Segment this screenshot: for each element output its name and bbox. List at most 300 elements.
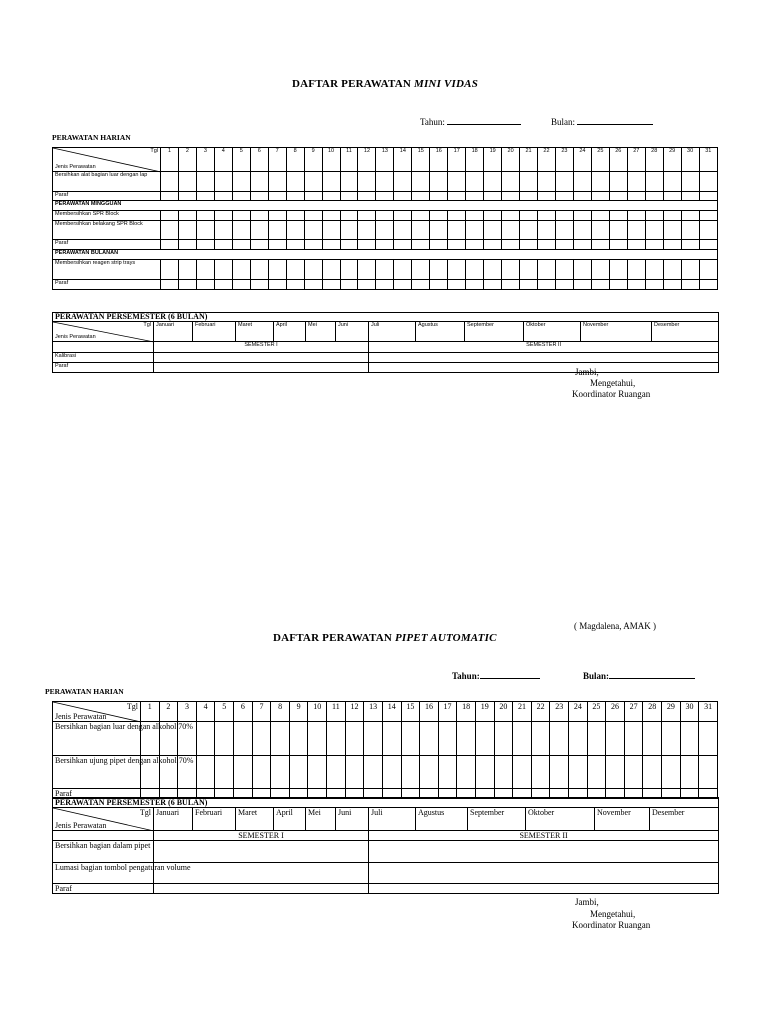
check-cell[interactable] [364, 756, 383, 789]
check-cell[interactable] [286, 211, 304, 221]
check-cell[interactable] [573, 211, 591, 221]
form2-bulan-field[interactable] [583, 670, 695, 681]
check-cell[interactable] [322, 260, 340, 280]
check-cell[interactable] [304, 280, 322, 290]
check-cell[interactable] [555, 280, 573, 290]
semester-1-cell[interactable] [154, 353, 369, 363]
check-cell[interactable] [358, 172, 376, 192]
check-cell[interactable] [573, 221, 591, 240]
check-cell[interactable] [627, 260, 645, 280]
check-cell[interactable] [327, 756, 346, 789]
check-cell[interactable] [232, 240, 250, 250]
check-cell[interactable] [286, 192, 304, 201]
check-cell[interactable] [412, 260, 430, 280]
check-cell[interactable] [699, 722, 718, 756]
check-cell[interactable] [308, 722, 327, 756]
check-cell[interactable] [430, 240, 448, 250]
check-cell[interactable] [340, 280, 358, 290]
check-cell[interactable] [215, 756, 234, 789]
check-cell[interactable] [232, 211, 250, 221]
check-cell[interactable] [587, 756, 606, 789]
check-cell[interactable] [681, 240, 699, 250]
check-cell[interactable] [401, 756, 420, 789]
check-cell[interactable] [520, 260, 538, 280]
check-cell[interactable] [663, 280, 681, 290]
check-cell[interactable] [466, 240, 484, 250]
check-cell[interactable] [681, 172, 699, 192]
semester-1-cell[interactable] [154, 363, 369, 373]
check-cell[interactable] [663, 211, 681, 221]
check-cell[interactable] [232, 280, 250, 290]
check-cell[interactable] [178, 221, 196, 240]
check-cell[interactable] [430, 221, 448, 240]
check-cell[interactable] [358, 240, 376, 250]
check-cell[interactable] [624, 722, 643, 756]
check-cell[interactable] [376, 280, 394, 290]
check-cell[interactable] [430, 192, 448, 201]
check-cell[interactable] [308, 756, 327, 789]
check-cell[interactable] [484, 172, 502, 192]
check-cell[interactable] [591, 221, 609, 240]
check-cell[interactable] [681, 260, 699, 280]
check-cell[interactable] [681, 211, 699, 221]
check-cell[interactable] [609, 172, 627, 192]
check-cell[interactable] [412, 172, 430, 192]
check-cell[interactable] [161, 280, 179, 290]
check-cell[interactable] [520, 240, 538, 250]
check-cell[interactable] [663, 240, 681, 250]
check-cell[interactable] [214, 211, 232, 221]
check-cell[interactable] [394, 221, 412, 240]
check-cell[interactable] [466, 172, 484, 192]
check-cell[interactable] [555, 221, 573, 240]
check-cell[interactable] [573, 280, 591, 290]
check-cell[interactable] [513, 756, 532, 789]
check-cell[interactable] [645, 221, 663, 240]
check-cell[interactable] [196, 756, 215, 789]
check-cell[interactable] [591, 172, 609, 192]
check-cell[interactable] [643, 756, 662, 789]
check-cell[interactable] [412, 280, 430, 290]
check-cell[interactable] [178, 240, 196, 250]
check-cell[interactable] [161, 192, 179, 201]
semester-2-cell[interactable] [369, 363, 719, 373]
check-cell[interactable] [573, 172, 591, 192]
check-cell[interactable] [289, 756, 308, 789]
check-cell[interactable] [609, 280, 627, 290]
check-cell[interactable] [520, 211, 538, 221]
check-cell[interactable] [502, 211, 520, 221]
check-cell[interactable] [573, 260, 591, 280]
check-cell[interactable] [286, 260, 304, 280]
check-cell[interactable] [520, 172, 538, 192]
month-header: Mei [306, 322, 336, 342]
check-cell[interactable] [394, 240, 412, 250]
check-cell[interactable] [322, 172, 340, 192]
check-cell[interactable] [364, 722, 383, 756]
check-cell[interactable] [663, 221, 681, 240]
check-cell[interactable] [513, 722, 532, 756]
check-cell[interactable] [645, 211, 663, 221]
check-cell[interactable] [178, 172, 196, 192]
check-cell[interactable] [304, 240, 322, 250]
check-cell[interactable] [340, 221, 358, 240]
check-cell[interactable] [394, 192, 412, 201]
check-cell[interactable] [555, 211, 573, 221]
check-cell[interactable] [457, 722, 476, 756]
form2-title-plain: DAFTAR PERAWATAN [273, 632, 395, 644]
form1-bulan-blank[interactable] [577, 116, 653, 125]
check-cell[interactable] [232, 172, 250, 192]
check-cell[interactable] [271, 722, 290, 756]
check-cell[interactable] [232, 260, 250, 280]
check-cell[interactable] [699, 221, 717, 240]
check-cell[interactable] [250, 172, 268, 192]
check-cell[interactable] [699, 756, 718, 789]
check-cell[interactable] [591, 192, 609, 201]
check-cell[interactable] [250, 260, 268, 280]
check-cell[interactable] [394, 172, 412, 192]
check-cell[interactable] [609, 260, 627, 280]
check-cell[interactable] [196, 260, 214, 280]
check-cell[interactable] [250, 280, 268, 290]
check-cell[interactable] [412, 240, 430, 250]
check-cell[interactable] [484, 260, 502, 280]
semester-2-cell[interactable] [369, 884, 719, 894]
check-cell[interactable] [394, 211, 412, 221]
check-cell[interactable] [484, 240, 502, 250]
check-cell[interactable] [466, 280, 484, 290]
check-cell[interactable] [161, 211, 179, 221]
check-cell[interactable] [232, 192, 250, 201]
semester-2-cell[interactable] [369, 863, 719, 884]
check-cell[interactable] [304, 211, 322, 221]
check-cell[interactable] [609, 221, 627, 240]
check-cell[interactable] [494, 756, 513, 789]
check-cell[interactable] [304, 221, 322, 240]
check-cell[interactable] [214, 260, 232, 280]
check-cell[interactable] [430, 280, 448, 290]
check-cell[interactable] [268, 211, 286, 221]
table-row [53, 172, 718, 192]
day-header: 13 [376, 148, 394, 172]
check-cell[interactable] [214, 221, 232, 240]
check-cell[interactable] [609, 240, 627, 250]
check-cell[interactable] [643, 722, 662, 756]
check-cell[interactable] [376, 211, 394, 221]
check-cell[interactable] [286, 221, 304, 240]
check-cell[interactable] [555, 192, 573, 201]
check-cell[interactable] [520, 221, 538, 240]
check-cell[interactable] [538, 240, 556, 250]
check-cell[interactable] [358, 260, 376, 280]
check-cell[interactable] [412, 192, 430, 201]
check-cell[interactable] [645, 280, 663, 290]
check-cell[interactable] [214, 280, 232, 290]
check-cell[interactable] [484, 211, 502, 221]
check-cell[interactable] [268, 240, 286, 250]
check-cell[interactable] [327, 722, 346, 756]
check-cell[interactable] [178, 211, 196, 221]
check-cell[interactable] [609, 192, 627, 201]
check-cell[interactable] [322, 221, 340, 240]
check-cell[interactable] [196, 280, 214, 290]
check-cell[interactable] [345, 722, 364, 756]
check-cell[interactable] [538, 172, 556, 192]
check-cell[interactable] [376, 192, 394, 201]
check-cell[interactable] [401, 722, 420, 756]
check-cell[interactable] [271, 756, 290, 789]
check-cell[interactable] [448, 240, 466, 250]
check-cell[interactable] [178, 192, 196, 201]
check-cell[interactable] [591, 260, 609, 280]
check-cell[interactable] [663, 172, 681, 192]
check-cell[interactable] [430, 211, 448, 221]
check-cell[interactable] [394, 260, 412, 280]
check-cell[interactable] [252, 722, 271, 756]
check-cell[interactable] [645, 172, 663, 192]
check-cell[interactable] [680, 722, 699, 756]
check-cell[interactable] [555, 172, 573, 192]
check-cell[interactable] [502, 221, 520, 240]
check-cell[interactable] [289, 722, 308, 756]
check-cell[interactable] [569, 722, 588, 756]
check-cell[interactable] [484, 280, 502, 290]
check-cell[interactable] [250, 240, 268, 250]
check-cell[interactable] [214, 192, 232, 201]
check-cell[interactable] [376, 240, 394, 250]
check-cell[interactable] [502, 280, 520, 290]
check-cell[interactable] [358, 280, 376, 290]
check-cell[interactable] [286, 172, 304, 192]
check-cell[interactable] [531, 722, 550, 756]
check-cell[interactable] [466, 192, 484, 201]
check-cell[interactable] [358, 192, 376, 201]
check-cell[interactable] [587, 722, 606, 756]
check-cell[interactable] [250, 211, 268, 221]
check-cell[interactable] [250, 221, 268, 240]
check-cell[interactable] [569, 756, 588, 789]
check-cell[interactable] [624, 756, 643, 789]
check-cell[interactable] [322, 280, 340, 290]
check-cell[interactable] [340, 172, 358, 192]
check-cell[interactable] [484, 221, 502, 240]
check-cell[interactable] [699, 172, 717, 192]
month-header: Desember [650, 808, 719, 831]
check-cell[interactable] [345, 756, 364, 789]
check-cell[interactable] [699, 240, 717, 250]
check-cell[interactable] [304, 172, 322, 192]
check-cell[interactable] [550, 756, 569, 789]
check-cell[interactable] [322, 211, 340, 221]
check-cell[interactable] [214, 240, 232, 250]
check-cell[interactable] [550, 722, 569, 756]
check-cell[interactable] [394, 280, 412, 290]
check-cell[interactable] [699, 260, 717, 280]
check-cell[interactable] [358, 221, 376, 240]
check-cell[interactable] [681, 221, 699, 240]
check-cell[interactable] [420, 756, 439, 789]
check-cell[interactable] [178, 260, 196, 280]
check-cell[interactable] [268, 172, 286, 192]
month-header: Februari [193, 322, 236, 342]
form1-section-harian: PERAWATAN HARIAN [52, 133, 131, 142]
check-cell[interactable] [448, 221, 466, 240]
check-cell[interactable] [538, 280, 556, 290]
check-cell[interactable] [681, 280, 699, 290]
check-cell[interactable] [234, 722, 253, 756]
form2-tahun-field[interactable] [452, 670, 540, 681]
check-cell[interactable] [412, 211, 430, 221]
check-cell[interactable] [466, 221, 484, 240]
check-cell[interactable] [286, 280, 304, 290]
check-cell[interactable] [699, 211, 717, 221]
check-cell[interactable] [555, 240, 573, 250]
check-cell[interactable] [196, 172, 214, 192]
check-cell[interactable] [645, 240, 663, 250]
check-cell[interactable] [322, 192, 340, 201]
check-cell[interactable] [681, 192, 699, 201]
check-cell[interactable] [494, 722, 513, 756]
check-cell[interactable] [252, 756, 271, 789]
check-cell[interactable] [699, 280, 717, 290]
check-cell[interactable] [663, 260, 681, 280]
check-cell[interactable] [268, 280, 286, 290]
check-cell[interactable] [520, 280, 538, 290]
check-cell[interactable] [376, 221, 394, 240]
check-cell[interactable] [215, 722, 234, 756]
check-cell[interactable] [606, 756, 625, 789]
check-cell[interactable] [196, 211, 214, 221]
check-cell[interactable] [250, 192, 268, 201]
check-cell[interactable] [412, 221, 430, 240]
check-cell[interactable] [161, 221, 179, 240]
check-cell[interactable] [573, 240, 591, 250]
check-cell[interactable] [627, 221, 645, 240]
check-cell[interactable] [340, 260, 358, 280]
check-cell[interactable] [161, 260, 179, 280]
check-cell[interactable] [382, 722, 401, 756]
semester-2-cell[interactable] [369, 353, 719, 363]
check-cell[interactable] [520, 192, 538, 201]
check-cell[interactable] [627, 172, 645, 192]
check-cell[interactable] [161, 240, 179, 250]
check-cell[interactable] [340, 192, 358, 201]
check-cell[interactable] [663, 192, 681, 201]
check-cell[interactable] [448, 280, 466, 290]
check-cell[interactable] [286, 240, 304, 250]
check-cell[interactable] [466, 211, 484, 221]
check-cell[interactable] [448, 172, 466, 192]
check-cell[interactable] [430, 172, 448, 192]
check-cell[interactable] [232, 221, 250, 240]
form2-tahun-blank[interactable] [480, 670, 540, 679]
check-cell[interactable] [196, 722, 215, 756]
check-cell[interactable] [448, 260, 466, 280]
check-cell[interactable] [662, 722, 681, 756]
check-cell[interactable] [376, 260, 394, 280]
check-cell[interactable] [475, 722, 494, 756]
check-cell[interactable] [538, 192, 556, 201]
check-cell[interactable] [627, 280, 645, 290]
check-cell[interactable] [573, 192, 591, 201]
check-cell[interactable] [376, 172, 394, 192]
check-cell[interactable] [502, 172, 520, 192]
check-cell[interactable] [538, 221, 556, 240]
check-cell[interactable] [627, 211, 645, 221]
check-cell[interactable] [234, 756, 253, 789]
check-cell[interactable] [382, 756, 401, 789]
check-cell[interactable] [214, 172, 232, 192]
check-cell[interactable] [438, 756, 457, 789]
check-cell[interactable] [161, 172, 179, 192]
check-cell[interactable] [502, 260, 520, 280]
check-cell[interactable] [358, 211, 376, 221]
check-cell[interactable] [538, 260, 556, 280]
form2-title-italic: PIPET AUTOMATIC [394, 632, 497, 644]
check-cell[interactable] [340, 211, 358, 221]
check-cell[interactable] [538, 211, 556, 221]
form1-tahun-blank[interactable] [447, 116, 521, 125]
check-cell[interactable] [268, 221, 286, 240]
check-cell[interactable] [699, 192, 717, 201]
check-cell[interactable] [196, 221, 214, 240]
check-cell[interactable] [606, 722, 625, 756]
check-cell[interactable] [502, 192, 520, 201]
check-cell[interactable] [304, 192, 322, 201]
check-cell[interactable] [268, 260, 286, 280]
check-cell[interactable] [448, 192, 466, 201]
check-cell[interactable] [645, 192, 663, 201]
check-cell[interactable] [457, 756, 476, 789]
check-cell[interactable] [268, 192, 286, 201]
check-cell[interactable] [609, 211, 627, 221]
form2-bulan-blank[interactable] [609, 670, 695, 679]
form1-bulan-field[interactable] [551, 116, 653, 127]
check-cell[interactable] [178, 280, 196, 290]
day-header: 23 [550, 702, 569, 722]
check-cell[interactable] [420, 722, 439, 756]
check-cell[interactable] [502, 240, 520, 250]
semester-1-cell[interactable] [154, 841, 369, 863]
check-cell[interactable] [591, 280, 609, 290]
check-cell[interactable] [438, 722, 457, 756]
check-cell[interactable] [484, 192, 502, 201]
check-cell[interactable] [680, 756, 699, 789]
check-cell[interactable] [430, 260, 448, 280]
row-label-dalam: Bersihkan bagian dalam pipet [53, 841, 154, 863]
check-cell[interactable] [627, 240, 645, 250]
check-cell[interactable] [627, 192, 645, 201]
form1-tahun-field[interactable] [420, 116, 521, 127]
check-cell[interactable] [340, 240, 358, 250]
check-cell[interactable] [662, 756, 681, 789]
check-cell[interactable] [555, 260, 573, 280]
check-cell[interactable] [304, 260, 322, 280]
check-cell[interactable] [466, 260, 484, 280]
check-cell[interactable] [448, 211, 466, 221]
check-cell[interactable] [475, 756, 494, 789]
check-cell[interactable] [591, 240, 609, 250]
check-cell[interactable] [645, 260, 663, 280]
semester-2-cell[interactable] [369, 841, 719, 863]
check-cell[interactable] [591, 211, 609, 221]
check-cell[interactable] [531, 756, 550, 789]
check-cell[interactable] [196, 192, 214, 201]
check-cell[interactable] [322, 240, 340, 250]
semester-1-cell[interactable] [154, 884, 369, 894]
check-cell[interactable] [196, 240, 214, 250]
